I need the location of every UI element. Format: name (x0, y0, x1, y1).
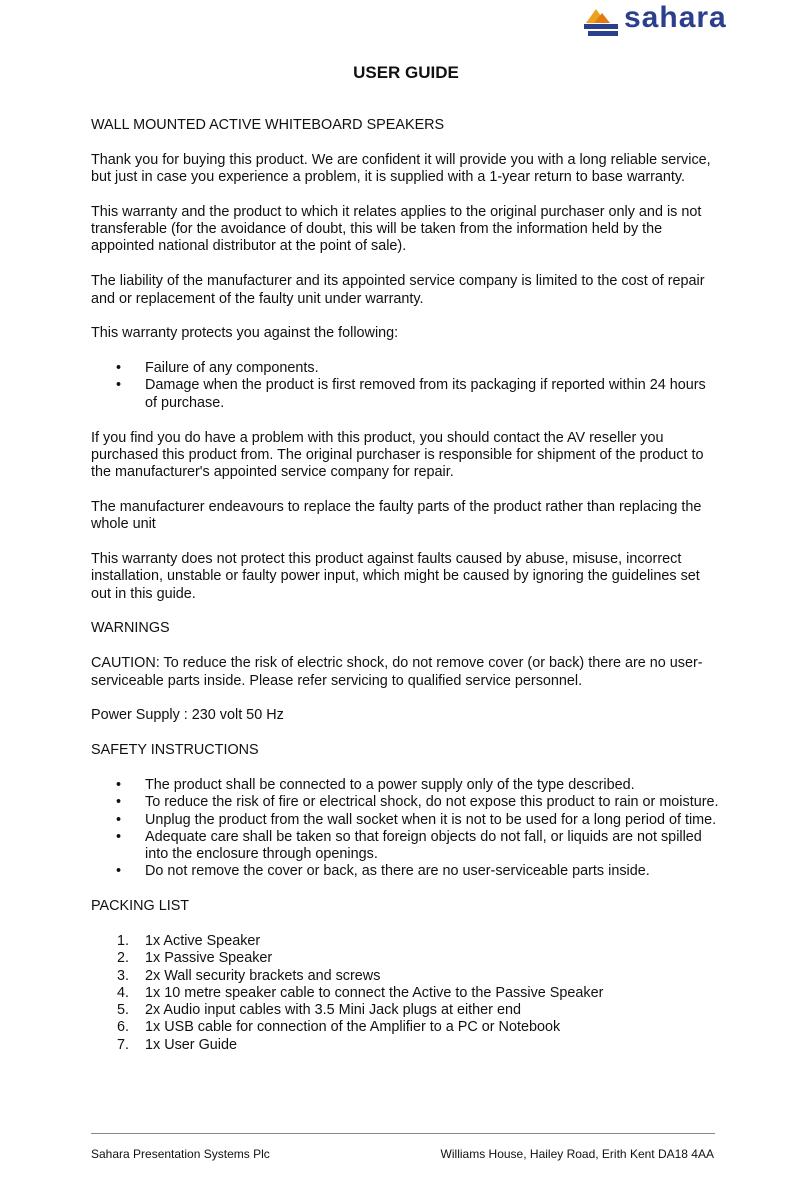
list-item: 6. 1x USB cable for connection of the Amplifier to a PC or Notebook (117, 1019, 561, 1036)
sahara-logo (584, 1, 784, 39)
list-item: • Failure of any components. (116, 360, 319, 377)
document-body (91, 62, 721, 1072)
footer-address: Williams House, Hailey Road, Erith Kent DA18 4AA (440, 1147, 714, 1161)
list-item: 4. 1x 10 metre speaker cable to connect the Active to the Passive Speaker (117, 984, 604, 1001)
sahara-logo-icon (584, 5, 628, 39)
list-item: 5. 2x Audio input cables with 3.5 Mini Jack plugs at either end (117, 1002, 521, 1019)
protection-list (91, 360, 721, 412)
paragraph: This warranty protects you against the following: (91, 325, 399, 342)
list-item: • Unplug the product from the wall socket when it is not to be used for a long period of time. (116, 811, 717, 828)
footer-divider (91, 1133, 715, 1134)
paragraph: Thank you for buying this product. We are confident it will provide you with a long reliable service, but just in case you experience a problem, it is supplied with a 1-year return to base warranty. (91, 151, 711, 186)
page-title: USER GUIDE (353, 63, 459, 82)
bullet-icon: • (116, 794, 122, 811)
packing-list (91, 933, 721, 1054)
list-item: • The product shall be connected to a power supply only of the type described. (116, 776, 635, 793)
list-item: 1. 1x Active Speaker (117, 933, 261, 949)
section-heading-safety: SAFETY INSTRUCTIONS (91, 742, 259, 759)
list-item: • Damage when the product is first removed from its packaging if reported within 24 hours of purchase. (116, 377, 706, 411)
caution-paragraph: CAUTION: To reduce the risk of electric shock, do not remove cover (or back) there are no user-serviceable parts inside. Please refer servicing to qualified service personnel. (91, 655, 703, 689)
list-item: • Do not remove the cover or back, as there are no user-serviceable parts inside. (116, 863, 650, 880)
bullet-icon: • (116, 776, 122, 793)
bullet-icon: • (116, 360, 122, 377)
paragraph: The liability of the manufacturer and its appointed service company is limited to the cost of repair and or replacement of the faulty unit under warranty. (91, 273, 705, 307)
logo-wordmark: sahara (624, 1, 727, 34)
list-item: • Adequate care shall be taken so that foreign objects do not fall, or liquids are not spilled into the enclosure through openings. (116, 828, 702, 863)
list-item: • To reduce the risk of fire or electrical shock, do not expose this product to rain or moisture. (116, 794, 719, 811)
bullet-icon: • (116, 377, 122, 394)
bullet-icon: • (116, 811, 122, 828)
paragraph: This warranty does not protect this product against faults caused by abuse, misuse, incorrect installation, unstable or faulty power input, which might be caused by ignoring the guidelines set out in this guide. (91, 551, 700, 602)
list-item: 7. 1x User Guide (117, 1036, 237, 1053)
list-item: 2. 1x Passive Speaker (117, 950, 273, 967)
footer-company: Sahara Presentation Systems Plc (91, 1147, 270, 1161)
bullet-icon: • (116, 828, 122, 845)
list-item: 3. 2x Wall security brackets and screws (117, 967, 381, 984)
product-title: WALL MOUNTED ACTIVE WHITEBOARD SPEAKERS (91, 117, 445, 133)
power-supply: Power Supply : 230 volt 50 Hz (91, 707, 284, 724)
paragraph: This warranty and the product to which it relates applies to the original purchaser only and is not transferable (for the avoidance of doubt, this will be taken from the information held by the appointed national distributor at the point of sale). (91, 203, 702, 255)
paragraph: If you find you do have a problem with this product, you should contact the AV reseller you purchased this product from. The original purchaser is responsible for shipment of the product to the manufacturer's appointed service company for repair. (91, 429, 704, 481)
section-heading-warnings: WARNINGS (91, 620, 170, 637)
safety-list (91, 777, 721, 881)
bullet-icon: • (116, 863, 122, 880)
paragraph: The manufacturer endeavours to replace the faulty parts of the product rather than replacing the whole unit (91, 498, 702, 533)
section-heading-packing: PACKING LIST (91, 898, 190, 915)
